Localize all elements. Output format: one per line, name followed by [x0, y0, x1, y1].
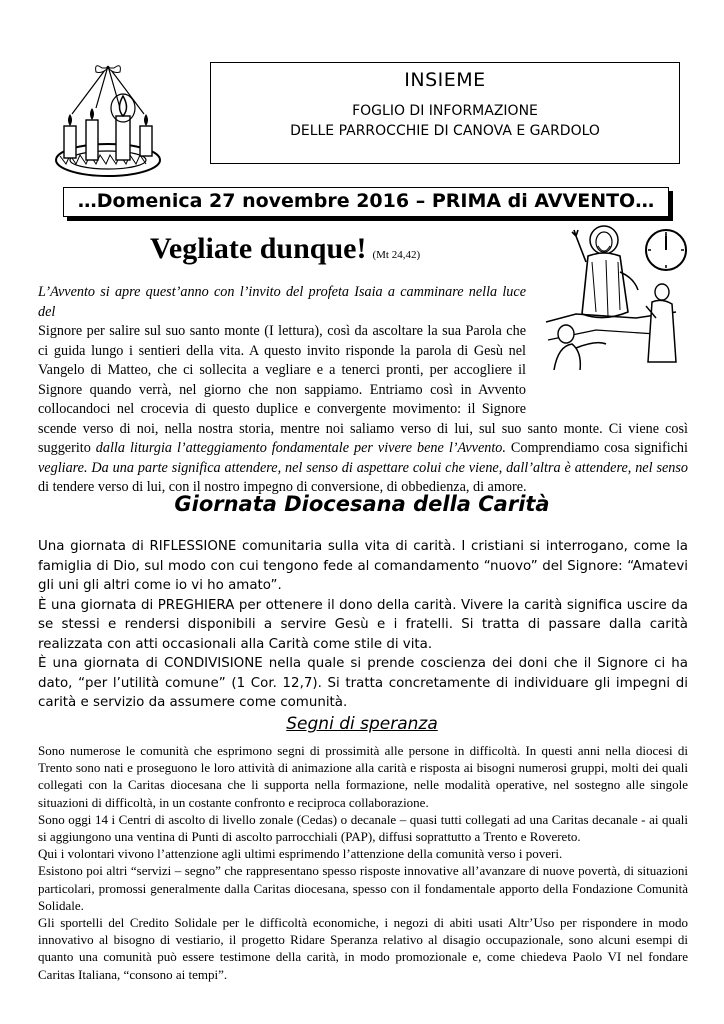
article-title-text: Vegliate dunque!: [150, 232, 367, 265]
speranza-paragraph: Sono numerose le comunità che esprimono segni di prossimità alle persone in difficoltà. In questi anni nella diocesi di Trento sono nati e proseguono le loro attività di animazione alla carità e risposta ai bisogni numerosi gruppi, molti dei quali collegati con la Caritas diocesana che li supporta nella formazione, nelle modalità operative, nel sostegno alle singole situazioni di difficoltà, in un costante confronto e reciproca collaborazione.: [38, 743, 688, 810]
speranza-paragraph: Gli sportelli del Credito Solidale per le difficoltà economiche, i negozi di abiti usati Altr’Uso per rispondere in modo innovativo al bisogno di vestiario, il progetto Ridare Speranza relativo al disagio occupazionale, sono alcuni esempi di quanto una comunità può essere testimone della carità, in modo promozionale e, come chiedeva Paolo VI nel fondare Caritas Italiana, “consono ai tempi”.: [38, 915, 688, 982]
speranza-paragraph: Qui i volontari vivono l’attenzione agli ultimi esprimendo l’attenzione della comunità verso i poveri.: [38, 846, 563, 862]
advent-line: Signore quando verrà, nel giorno che non sappiamo. Entriamo così in Avvento: [38, 381, 526, 398]
carita-paragraph-condivisione: È una giornata di CONDIVISIONE nella quale si prende coscienza dei doni che il Signore ci ha dato, “per l’utilità comune” (1 Cor. 12,7). Si tratta concretamente di individuare gli impegni di carità e servizio da assumere come comunità.: [38, 656, 688, 710]
advent-line: L’Avvento si apre quest’anno con l’invito del profeta Isaia a camminare nella luce del: [38, 284, 526, 320]
masthead-subtitle: FOGLIO DI INFORMAZIONE: [352, 103, 538, 119]
scripture-reference: (Mt 24,42): [372, 249, 421, 261]
date-banner: …Domenica 27 novembre 2016 – PRIMA di AVVENTO…: [63, 187, 669, 217]
carita-section-title: Giornata Diocesana della Carità: [174, 492, 550, 516]
masthead: [210, 62, 680, 164]
speranza-section-body: [38, 742, 688, 983]
masthead-subtitle-parishes: DELLE PARROCCHIE DI CANOVA E GARDOLO: [290, 123, 600, 139]
advent-line: collocandoci nel crocevia di questo duplice e convergente movimento: il Signore: [38, 401, 526, 417]
carita-section-body: [38, 537, 688, 713]
advent-wreath-logo: [46, 64, 170, 188]
article-title: [150, 232, 420, 266]
speranza-paragraph: Sono oggi 14 i Centri di ascolto di livello zonale (Cedas) o decanale – quasi tutti collegati ad una Caritas decanale - ai quali si aggiungono una ventina di Punti di ascolto parrocchiali (PAP), diffusi soprattutto a Trento e Rovereto.: [38, 811, 688, 845]
speranza-section-title: Segni di speranza: [286, 714, 438, 734]
advent-line: ci guida lungo i sentieri della vita. A questo invito risponde la parola di Gesù nel: [38, 342, 526, 359]
advent-reflection: [38, 283, 688, 498]
advent-line: Signore per salire sul suo santo monte (I lettura), così da ascoltare la sua Parola che: [38, 323, 526, 339]
carita-paragraph-riflessione: Una giornata di RIFLESSIONE comunitaria sulla vita di carità. I cristiani si interrogano, come la famiglia di Dio, sul modo con cui tengono fede al comandamento “nuovo” del Signore: “Amatevi gli uni gli altri come io vi ho amato”.: [38, 539, 688, 593]
speranza-paragraph: Esistono poi altri “servizi – segno” che rappresentano spesso risposte innovative all’avanzare di nuove povertà, di situazioni particolari, promossi generalmente dalla Caritas diocesana, spesso con il fondamentale apporto della Fondazione Comunità Solidale.: [38, 863, 688, 913]
advent-line: Vangelo di Matteo, che ci sollecita a vegliare e a tenerci pronti, per accogliere il: [38, 362, 526, 378]
carita-paragraph-preghiera: È una giornata di PREGHIERA per ottenere il dono della carità. Vivere la carità significa uscire da se stessi e rendersi disponibili a servire Gesù e i fratelli. Si tratta di passare dalla carità realizzata con atti occasionali alla Carità come stile di vita.: [38, 597, 688, 652]
advent-paragraph-end: scende verso di noi, nella nostra storia, mentre noi saliamo verso di lui, sul suo santo monte. Ci viene così suggerito dalla liturgia l’atteggiamento fondamentale per vivere bene l’Avvento. Comprendiamo cosa significhi vegliare. Da una parte significa attendere, nel senso di aspettare colui che viene, dall’altra è attendere, nel senso di tendere verso di lui, con il nostro impegno di conversione, di obbedienza, di amore.: [38, 420, 688, 495]
masthead-title: INSIEME: [404, 69, 486, 91]
